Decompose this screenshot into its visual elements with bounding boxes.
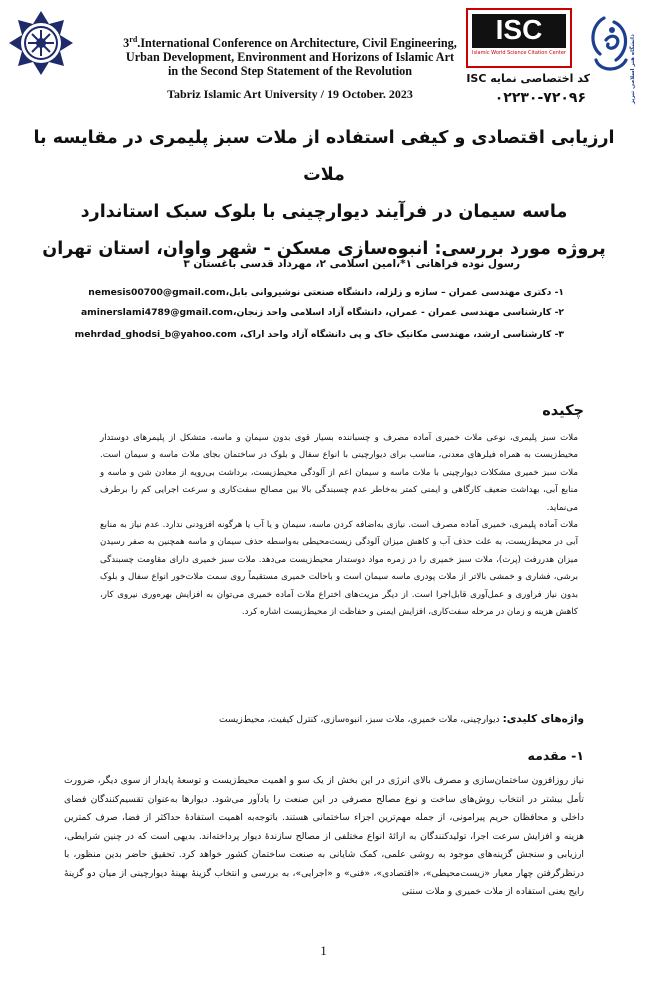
isc-logo [466,8,572,68]
isc-code-label: کد اختصاصی نمایه ISC [466,72,590,85]
university-logo-text: دانشگاه هنر اسلامی تبریز [630,34,636,104]
conference-header [100,36,480,101]
abstract-paragraph-1: ملات سبز پلیمری، نوعی ملات خمیری آماده مصرف و چسباننده بسیار قوی بدون سیمان و ماسه، متشکل از پلیمرهای دوستدار محیط‌زیست به همراه فیلرهای معدنی، مناسب برای دیوارچینی با انواع سفال و بلوک در ساختمان بجای ملات ماسه و سیمان است. ملات سبز خمیری مشکلات دیوارچینی با ملات ماسه و سیمان اعم از آلودگی محیط‌زیست، برداشت بی‌رویه از معادن شن و ماسه و منابع آبی، بهداشت ضعیف کارگاهی و ایمنی کمتر به‌خاطر عدم چسبندگی بالا بین مصالح سفت‌کاری و سرعت اجرایی کم را برطرف می‌نماید. [100,433,578,513]
paper-title [30,120,618,268]
abstract-paragraph-2: ملات آماده پلیمری، خمیری آماده مصرف است. نیازی به‌اضافه کردن ماسه، سیمان و یا آب یا هرگونه افزودنی ندارد. عدم نیاز به منابع آبی در محیط‌زیست، به علت حذف آب و کاهش میزان آلودگی زیست‌محیطی به‌واسطه حذف سیمان و ماسه همچنین به صفر رسیدن میزان هدررفت (پرت)، ملات سبز خمیری را در زمره مواد دوستدار محیط‌زیست می‌دهد. ملات سبز خمیری دارای مقاومت چسبندگی برشی، فشاری و خمشی بالاتر از ملات پودری ماسه سیمان است و باحالت خمیری مستقیماً روی سمت ملات‌خور انواع سفال و بلوک بدون نیاز فراوری و عمل‌آوری قابل‌اجرا است. از دیگر مزیت‌های اختراع ملات آماده خمیری می‌توان به افزایش بهره‌وری نیروی کار، کاهش هزینه و زمان در مرحله سفت‌کاری، افزایش ایمنی و حفاظت از محیط‌زیست اشاره کرد. [100,520,578,618]
keywords [90,713,584,725]
conference-line-1: 3rd.International Conference on Architecture, Civil Engineering, [123,34,457,50]
isc-code-number: ۰۲۲۳۰-۷۲۰۹۶ [494,90,586,106]
introduction-body [64,772,584,902]
isc-logo-word: ISC [495,14,543,45]
university-logo [584,10,640,106]
isc-logo-subtitle: Islamic World Science Citation Center [472,50,566,56]
affiliation-1: ۱- دکتری مهندسی عمران – سازه و زلزله، دانشگاه صنعتی نوشیروانی بابل،nemesis00700@gmail.com [88,287,564,298]
affiliation-3: ۳- کارشناسی ارشد، مهندسی مکانیک خاک و پی دانشگاه آزاد واحد اراک، mehrdad_ghodsi_b@yahoo.com [74,329,564,340]
introduction-heading: ۱- مقدمه [527,748,584,763]
conference-star-logo [8,10,74,76]
abstract-body [100,430,578,621]
keywords-text: دیوارچینی، ملات خمیری، ملات سبز، انبوه‌سازی، کنترل کیفیت، محیط‌زیست [219,715,500,725]
conference-line-3: in the Second Step Statement of the Revolution [167,64,413,78]
conference-line-2: Urban Development, Environment and Horizons of Islamic Art [125,50,455,64]
introduction-paragraph: نیاز روزافزون ساختمان‌سازی و مصرف بالای انرژی در این بخش از یک سو و اهمیت محیط‌زیست و توسعهٔ پایدار از سوی دیگر، ضرورت تأمل بیشتر در انتخاب روش‌های ساخت و نوع مصالح مصرفی در این صنعت را یادآور می‌شود. دیوارها به‌عنوان تقسیم‌کنندگان فضای داخلی و محافظان حریم پیرامونی، از جمله مهم‌ترین اجزاء ساختمانی هستند. باتوجه‌به اهمیت استفادهٔ حداکثر از فضا، صرف کمترین هزینه و افزایش سرعت اجرا، تولیدکنندگان به ارائهٔ انواع مختلفی از مصالح سازندهٔ دیوار پرداخته‌اند. بدیهی است که در چنین شرایطی، ارزیابی و سنجش گزینه‌های موجود به روشی علمی، کمک شایانی به صنعت ساختمان کشور خواهد کرد. تحقیق حاضر بدین منظور، با درنظرگرفتن چهار معیار «زیست‌محیطی»، «اقتصادی»، «فنی» و «اجرایی»، به بررسی و انتخاب گزینهٔ بهینهٔ دیوارچینی از میان دو گزینهٔ رایج یعنی استفاده از ملات خمیری و ملات سنتی [64,775,584,897]
affiliation-2: ۲- کارشناسی مهندسی عمران - عمران، دانشگاه آزاد اسلامی واحد زنجان،aminerslami4789@gmail.com [80,307,564,318]
author-list: رسول نوده فراهانی ۱*،امین اسلامی ۲، مهرداد قدسی باغستان ۳ [183,258,520,270]
title-line-1: ارزیابی اقتصادی و کیفی استفاده از ملات سبز پلیمری در مقایسه با ملات [33,128,615,185]
page-number: 1 [320,943,327,958]
abstract-heading: چکیده [542,403,584,419]
title-line-3: پروژه مورد بررسی: انبوه‌سازی مسکن - شهر واوان، استان تهران [42,239,606,259]
keywords-label: واژه‌های کلیدی: [502,713,584,725]
title-line-2: ماسه سیمان در فرآیند دیوارچینی با بلوک سبک استاندارد [80,202,568,222]
conference-venue: Tabriz Islamic Art University / 19 October. 2023 [167,87,413,101]
